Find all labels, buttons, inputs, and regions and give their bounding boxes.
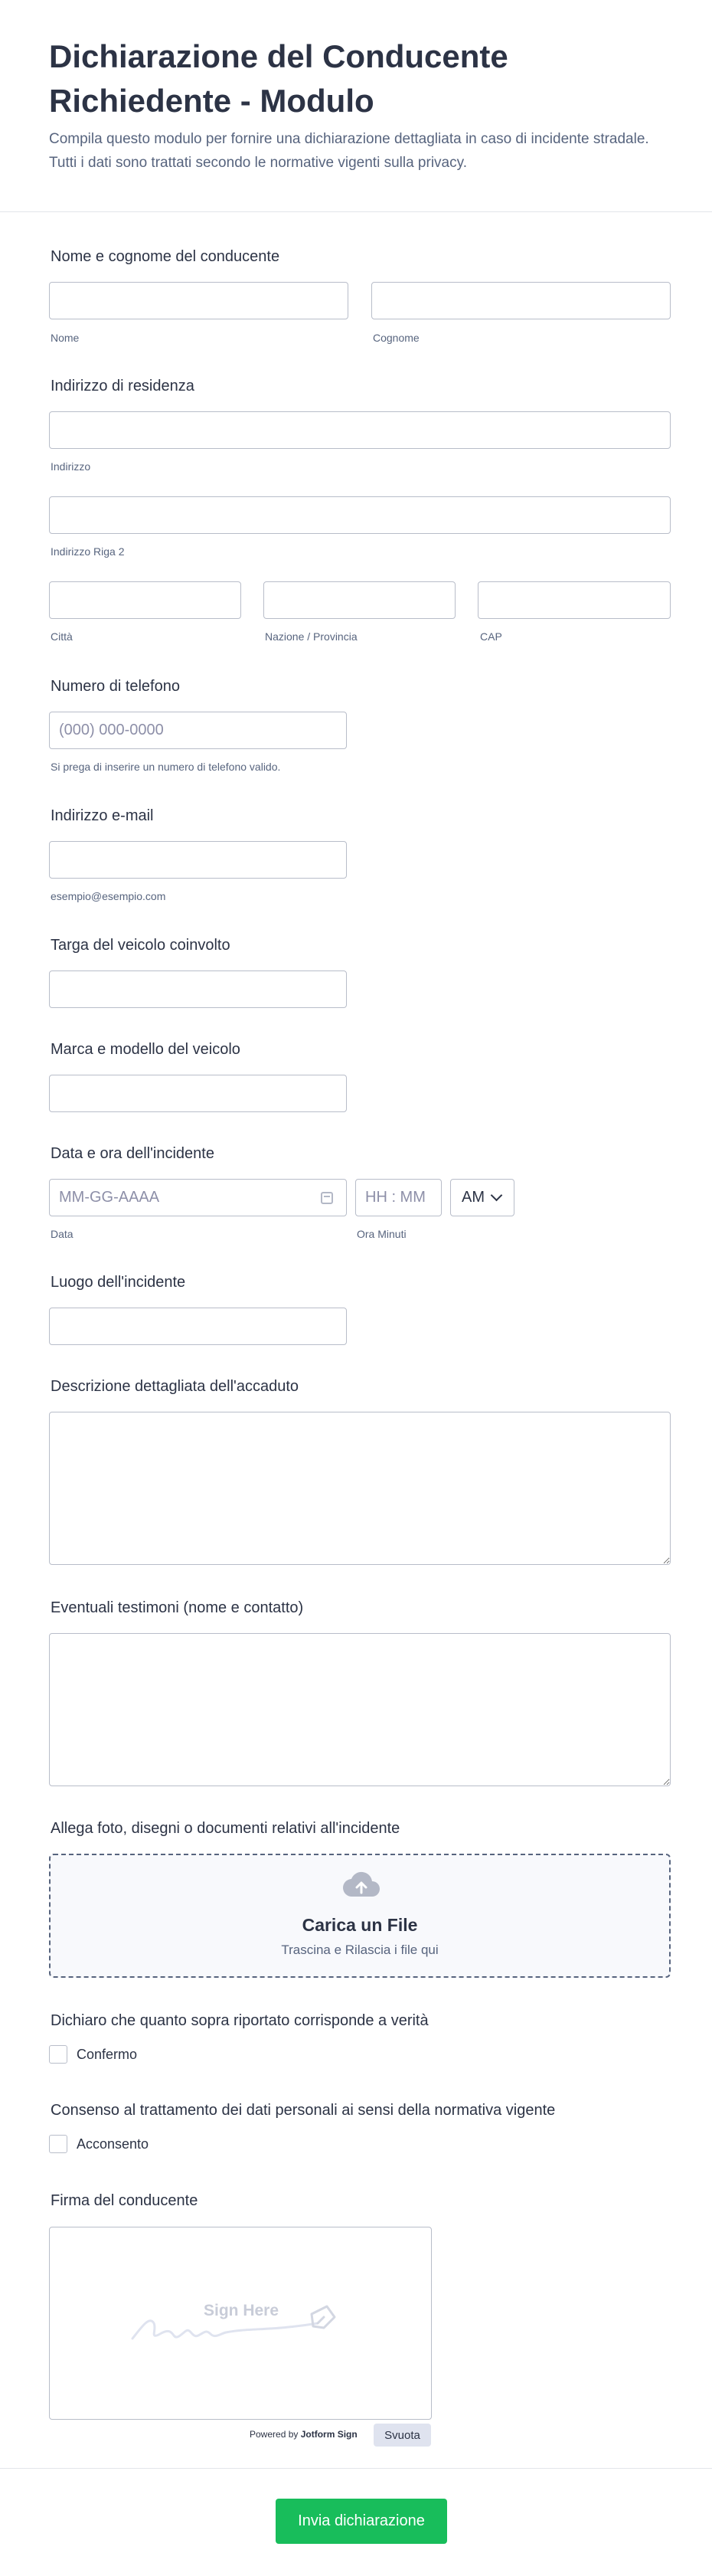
vehicle-label: Marca e modello del veicolo bbox=[51, 1041, 240, 1058]
plate-label: Targa del veicolo coinvolto bbox=[51, 937, 230, 954]
form-subtitle: Compila questo modulo per fornire una dichiarazione dettagliata in caso di incidente stradale. Tutti i dati sono trattati secondo le normative vigenti sulla privacy. bbox=[49, 131, 649, 171]
ampm-value: AM bbox=[462, 1189, 485, 1206]
address-line1-input[interactable] bbox=[49, 411, 671, 449]
confirm-checkbox[interactable] bbox=[49, 2045, 67, 2064]
powered-by-brand: Jotform Sign bbox=[300, 2429, 358, 2440]
plate-input[interactable] bbox=[49, 971, 347, 1008]
phone-input[interactable] bbox=[49, 712, 347, 749]
last-name-sublabel: Cognome bbox=[373, 332, 420, 344]
city-sublabel: Città bbox=[51, 630, 73, 643]
header-divider bbox=[0, 211, 712, 212]
cloud-upload-icon bbox=[341, 1869, 381, 1900]
consent-checkbox[interactable] bbox=[49, 2135, 67, 2153]
address-label: Indirizzo di residenza bbox=[51, 378, 194, 394]
phone-label: Numero di telefono bbox=[51, 678, 180, 695]
signature-label: Firma del conducente bbox=[51, 2192, 198, 2209]
ampm-select[interactable] bbox=[450, 1179, 514, 1216]
vehicle-input[interactable] bbox=[49, 1075, 347, 1112]
zip-sublabel: CAP bbox=[480, 630, 502, 643]
first-name-sublabel: Nome bbox=[51, 332, 80, 344]
witnesses-label: Eventuali testimoni (nome e contatto) bbox=[51, 1599, 304, 1616]
address-line1-sublabel: Indirizzo bbox=[51, 460, 91, 473]
truth-label: Dichiaro che quanto sopra riportato corrisponde a verità bbox=[51, 2012, 429, 2029]
driver-name-label: Nome e cognome del conducente bbox=[51, 248, 280, 265]
powered-by-text bbox=[250, 2429, 358, 2440]
upload-hint: Trascina e Rilascia i file qui bbox=[281, 1943, 439, 1957]
footer-divider bbox=[0, 2468, 712, 2469]
date-sublabel: Data bbox=[51, 1228, 73, 1240]
state-input[interactable] bbox=[263, 581, 456, 619]
sign-here-text: Sign Here bbox=[203, 2302, 279, 2319]
form-title: Dichiarazione del Conducente Richiedente - Modulo bbox=[49, 38, 508, 119]
description-textarea[interactable] bbox=[49, 1412, 671, 1565]
address-line2-sublabel: Indirizzo Riga 2 bbox=[51, 545, 125, 558]
description-label: Descrizione dettagliata dell'accaduto bbox=[51, 1378, 299, 1395]
zip-input[interactable] bbox=[478, 581, 671, 619]
consent-label: Consenso al trattamento dei dati personali ai sensi della normativa vigente bbox=[51, 2102, 556, 2119]
address-line2-input[interactable] bbox=[49, 496, 671, 534]
confirm-option-label[interactable]: Confermo bbox=[77, 2047, 138, 2062]
first-name-input[interactable] bbox=[49, 282, 348, 319]
attachments-label: Allega foto, disegni o documenti relativi all'incidente bbox=[51, 1820, 400, 1837]
location-label: Luogo dell'incidente bbox=[51, 1274, 186, 1291]
witnesses-textarea[interactable] bbox=[49, 1633, 671, 1786]
time-input[interactable] bbox=[355, 1179, 442, 1216]
last-name-input[interactable] bbox=[371, 282, 671, 319]
email-sublabel: esempio@esempio.com bbox=[51, 890, 166, 902]
phone-sublabel: Si prega di inserire un numero di telefono valido. bbox=[51, 761, 281, 773]
submit-button[interactable]: Invia dichiarazione bbox=[276, 2499, 447, 2544]
upload-title: Carica un File bbox=[302, 1915, 418, 1935]
signature-pad[interactable] bbox=[49, 2227, 432, 2420]
powered-by-prefix: Powered by bbox=[250, 2429, 299, 2440]
datetime-label: Data e ora dell'incidente bbox=[51, 1145, 214, 1162]
email-input[interactable] bbox=[49, 841, 347, 879]
calendar-icon[interactable] bbox=[321, 1192, 333, 1204]
consent-option-label[interactable]: Acconsento bbox=[77, 2136, 149, 2152]
city-input[interactable] bbox=[49, 581, 241, 619]
location-input[interactable] bbox=[49, 1308, 347, 1345]
date-input[interactable] bbox=[49, 1179, 347, 1216]
file-upload-dropzone[interactable] bbox=[49, 1854, 671, 1978]
time-sublabel: Ora Minuti bbox=[357, 1228, 407, 1240]
email-label: Indirizzo e-mail bbox=[51, 807, 154, 824]
chevron-down-icon bbox=[491, 1190, 503, 1202]
state-sublabel: Nazione / Provincia bbox=[265, 630, 358, 643]
clear-signature-button[interactable]: Svuota bbox=[374, 2424, 431, 2447]
